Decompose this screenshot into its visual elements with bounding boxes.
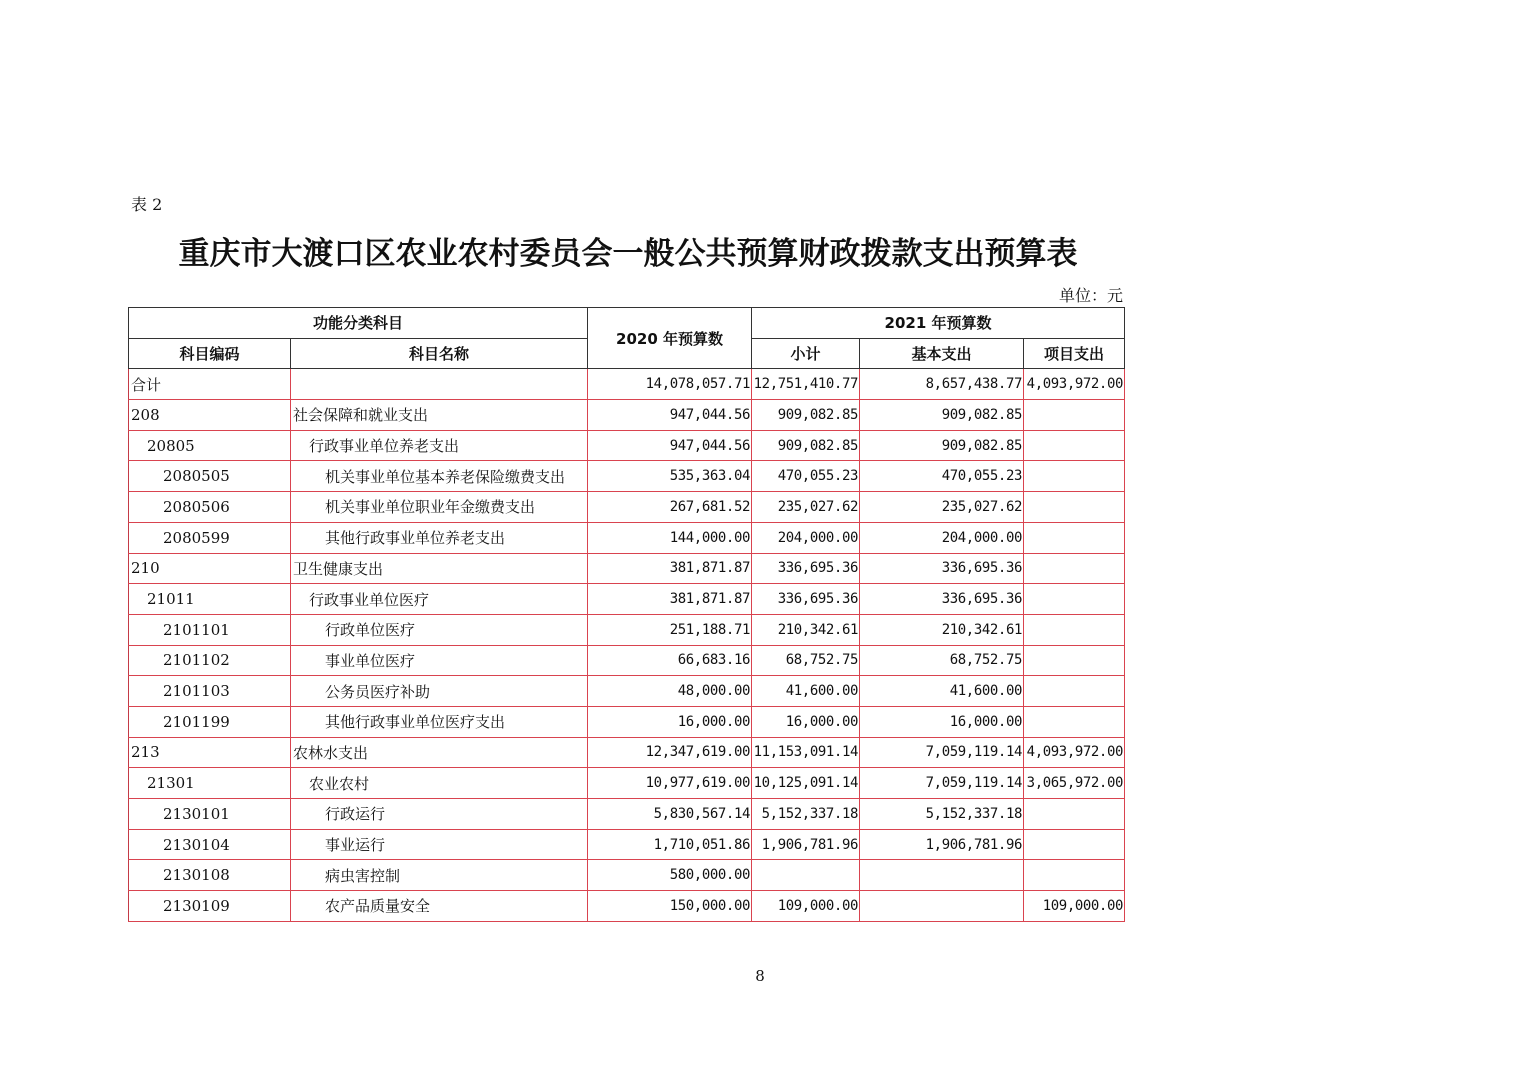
- cell-subject-name: 农业农村: [291, 768, 588, 799]
- cell-subject-code: 213: [129, 737, 291, 768]
- cell-budget-2020: 16,000.00: [588, 706, 752, 737]
- cell-budget-2020: 10,977,619.00: [588, 768, 752, 799]
- cell-basic-expenditure: 909,082.85: [860, 400, 1024, 431]
- cell-basic-expenditure: 5,152,337.18: [860, 799, 1024, 830]
- header-project-expenditure: 项目支出: [1024, 338, 1125, 369]
- cell-subject-code: 2130101: [129, 799, 291, 830]
- cell-basic-expenditure: [860, 860, 1024, 891]
- budget-table: [128, 307, 1125, 922]
- cell-subtotal: 12,751,410.77: [752, 369, 860, 400]
- cell-subject-code: 2101102: [129, 645, 291, 676]
- cell-project-expenditure: 109,000.00: [1024, 891, 1125, 922]
- cell-budget-2020: 947,044.56: [588, 400, 752, 431]
- table-row: [129, 860, 1125, 891]
- cell-basic-expenditure: 336,695.36: [860, 584, 1024, 615]
- cell-basic-expenditure: 68,752.75: [860, 645, 1024, 676]
- table-row: [129, 799, 1125, 830]
- cell-budget-2020: 1,710,051.86: [588, 829, 752, 860]
- table-row: [129, 891, 1125, 922]
- cell-subject-name: 行政事业单位养老支出: [291, 430, 588, 461]
- cell-budget-2020: 580,000.00: [588, 860, 752, 891]
- cell-subject-name: 其他行政事业单位医疗支出: [291, 706, 588, 737]
- cell-basic-expenditure: 470,055.23: [860, 461, 1024, 492]
- cell-subject-name: 事业运行: [291, 829, 588, 860]
- cell-project-expenditure: 3,065,972.00: [1024, 768, 1125, 799]
- cell-budget-2020: 267,681.52: [588, 492, 752, 523]
- cell-budget-2020: 535,363.04: [588, 461, 752, 492]
- cell-subject-code: 2130104: [129, 829, 291, 860]
- cell-subtotal: 336,695.36: [752, 553, 860, 584]
- unit-label: 单位：元: [1058, 286, 1123, 305]
- header-basic-expenditure: 基本支出: [860, 338, 1024, 369]
- cell-subject-name: 行政运行: [291, 799, 588, 830]
- cell-budget-2020: 381,871.87: [588, 584, 752, 615]
- table-row: [129, 768, 1125, 799]
- table-body: [129, 369, 1125, 921]
- cell-subject-code: 2080505: [129, 461, 291, 492]
- header-subtotal: 小计: [752, 338, 860, 369]
- table-row: [129, 461, 1125, 492]
- table-label: 表 2: [131, 195, 163, 214]
- cell-budget-2020: 947,044.56: [588, 430, 752, 461]
- header-functional-category: 功能分类科目: [129, 308, 588, 339]
- cell-basic-expenditure: 210,342.61: [860, 614, 1024, 645]
- cell-subtotal: 336,695.36: [752, 584, 860, 615]
- cell-subtotal: 68,752.75: [752, 645, 860, 676]
- cell-subject-name: 行政单位医疗: [291, 614, 588, 645]
- cell-project-expenditure: [1024, 522, 1125, 553]
- table-row: [129, 492, 1125, 523]
- cell-budget-2020: 5,830,567.14: [588, 799, 752, 830]
- cell-budget-2020: 150,000.00: [588, 891, 752, 922]
- document-title: 重庆市大渡口区农业农村委员会一般公共预算财政拨款支出预算表: [178, 236, 1078, 272]
- cell-subject-code: 2101101: [129, 614, 291, 645]
- cell-subject-name: 事业单位医疗: [291, 645, 588, 676]
- cell-subject-code: 208: [129, 400, 291, 431]
- cell-project-expenditure: [1024, 860, 1125, 891]
- cell-subject-code: 2080506: [129, 492, 291, 523]
- cell-subject-name: 农产品质量安全: [291, 891, 588, 922]
- table-row: [129, 430, 1125, 461]
- cell-subject-code: 2130108: [129, 860, 291, 891]
- cell-basic-expenditure: 1,906,781.96: [860, 829, 1024, 860]
- cell-basic-expenditure: [860, 891, 1024, 922]
- cell-subtotal: 11,153,091.14: [752, 737, 860, 768]
- cell-project-expenditure: [1024, 400, 1125, 431]
- cell-basic-expenditure: 16,000.00: [860, 706, 1024, 737]
- cell-subject-name: 其他行政事业单位养老支出: [291, 522, 588, 553]
- page-number: 8: [755, 967, 765, 985]
- cell-subject-name: 卫生健康支出: [291, 553, 588, 584]
- header-budget-2020: 2020 年预算数: [588, 308, 752, 369]
- header-subject-code: 科目编码: [129, 338, 291, 369]
- header-row-1: [129, 308, 1125, 339]
- cell-subtotal: 16,000.00: [752, 706, 860, 737]
- cell-project-expenditure: [1024, 492, 1125, 523]
- cell-subject-code: 2130109: [129, 891, 291, 922]
- cell-project-expenditure: 4,093,972.00: [1024, 737, 1125, 768]
- cell-project-expenditure: [1024, 676, 1125, 707]
- cell-basic-expenditure: 7,059,119.14: [860, 768, 1024, 799]
- cell-subject-name: 病虫害控制: [291, 860, 588, 891]
- cell-basic-expenditure: 41,600.00: [860, 676, 1024, 707]
- cell-subject-name: 机关事业单位基本养老保险缴费支出: [291, 461, 588, 492]
- cell-subtotal: 909,082.85: [752, 430, 860, 461]
- cell-subtotal: 5,152,337.18: [752, 799, 860, 830]
- cell-basic-expenditure: 8,657,438.77: [860, 369, 1024, 400]
- cell-basic-expenditure: 336,695.36: [860, 553, 1024, 584]
- cell-subtotal: 10,125,091.14: [752, 768, 860, 799]
- table-row: [129, 584, 1125, 615]
- table-row: [129, 676, 1125, 707]
- cell-project-expenditure: [1024, 461, 1125, 492]
- cell-project-expenditure: [1024, 430, 1125, 461]
- cell-budget-2020: 381,871.87: [588, 553, 752, 584]
- cell-subject-code: 20805: [129, 430, 291, 461]
- cell-subtotal: 41,600.00: [752, 676, 860, 707]
- header-subject-name: 科目名称: [291, 338, 588, 369]
- cell-budget-2020: 48,000.00: [588, 676, 752, 707]
- cell-project-expenditure: [1024, 584, 1125, 615]
- cell-subject-code: 210: [129, 553, 291, 584]
- table-row: [129, 645, 1125, 676]
- cell-subject-name: 机关事业单位职业年金缴费支出: [291, 492, 588, 523]
- cell-budget-2020: 12,347,619.00: [588, 737, 752, 768]
- cell-budget-2020: 66,683.16: [588, 645, 752, 676]
- cell-subject-name: 公务员医疗补助: [291, 676, 588, 707]
- cell-basic-expenditure: 204,000.00: [860, 522, 1024, 553]
- table-row: [129, 400, 1125, 431]
- cell-project-expenditure: [1024, 553, 1125, 584]
- cell-basic-expenditure: 7,059,119.14: [860, 737, 1024, 768]
- cell-subtotal: 470,055.23: [752, 461, 860, 492]
- cell-subtotal: 235,027.62: [752, 492, 860, 523]
- cell-subtotal: 1,906,781.96: [752, 829, 860, 860]
- cell-subject-name: [291, 369, 588, 400]
- cell-project-expenditure: [1024, 645, 1125, 676]
- cell-subtotal: 204,000.00: [752, 522, 860, 553]
- cell-budget-2020: 144,000.00: [588, 522, 752, 553]
- cell-subtotal: [752, 860, 860, 891]
- table-row: [129, 614, 1125, 645]
- cell-subtotal: 909,082.85: [752, 400, 860, 431]
- cell-subject-code: 2080599: [129, 522, 291, 553]
- table-row: [129, 553, 1125, 584]
- cell-subtotal: 210,342.61: [752, 614, 860, 645]
- cell-subject-name: 行政事业单位医疗: [291, 584, 588, 615]
- cell-basic-expenditure: 235,027.62: [860, 492, 1024, 523]
- cell-subject-name: 农林水支出: [291, 737, 588, 768]
- cell-project-expenditure: 4,093,972.00: [1024, 369, 1125, 400]
- cell-project-expenditure: [1024, 706, 1125, 737]
- cell-basic-expenditure: 909,082.85: [860, 430, 1024, 461]
- table-row: [129, 829, 1125, 860]
- cell-project-expenditure: [1024, 614, 1125, 645]
- cell-project-expenditure: [1024, 829, 1125, 860]
- table-row: [129, 369, 1125, 400]
- cell-project-expenditure: [1024, 799, 1125, 830]
- cell-subject-code: 合计: [129, 369, 291, 400]
- cell-subtotal: 109,000.00: [752, 891, 860, 922]
- table-row: [129, 522, 1125, 553]
- cell-subject-code: 2101199: [129, 706, 291, 737]
- cell-subject-code: 21011: [129, 584, 291, 615]
- cell-subject-name: 社会保障和就业支出: [291, 400, 588, 431]
- table-row: [129, 706, 1125, 737]
- header-budget-2021: 2021 年预算数: [752, 308, 1125, 339]
- cell-budget-2020: 251,188.71: [588, 614, 752, 645]
- cell-subject-code: 21301: [129, 768, 291, 799]
- table-row: [129, 737, 1125, 768]
- cell-subject-code: 2101103: [129, 676, 291, 707]
- cell-budget-2020: 14,078,057.71: [588, 369, 752, 400]
